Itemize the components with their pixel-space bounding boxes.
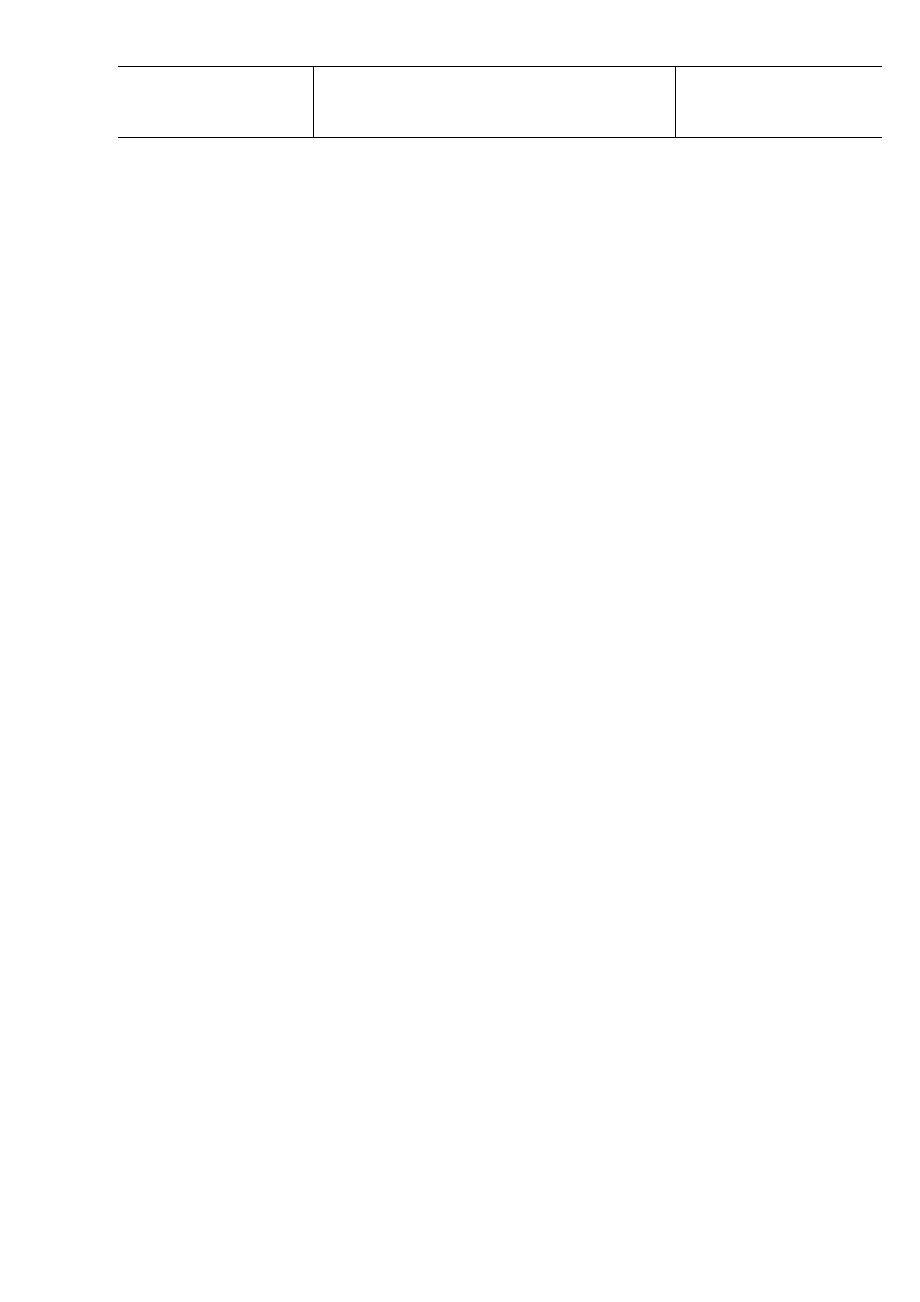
header-left-cell [118,67,312,137]
header-middle-cell [313,67,676,137]
header-right-cell [676,67,882,137]
section-heading [148,262,210,292]
page-header [118,66,882,138]
